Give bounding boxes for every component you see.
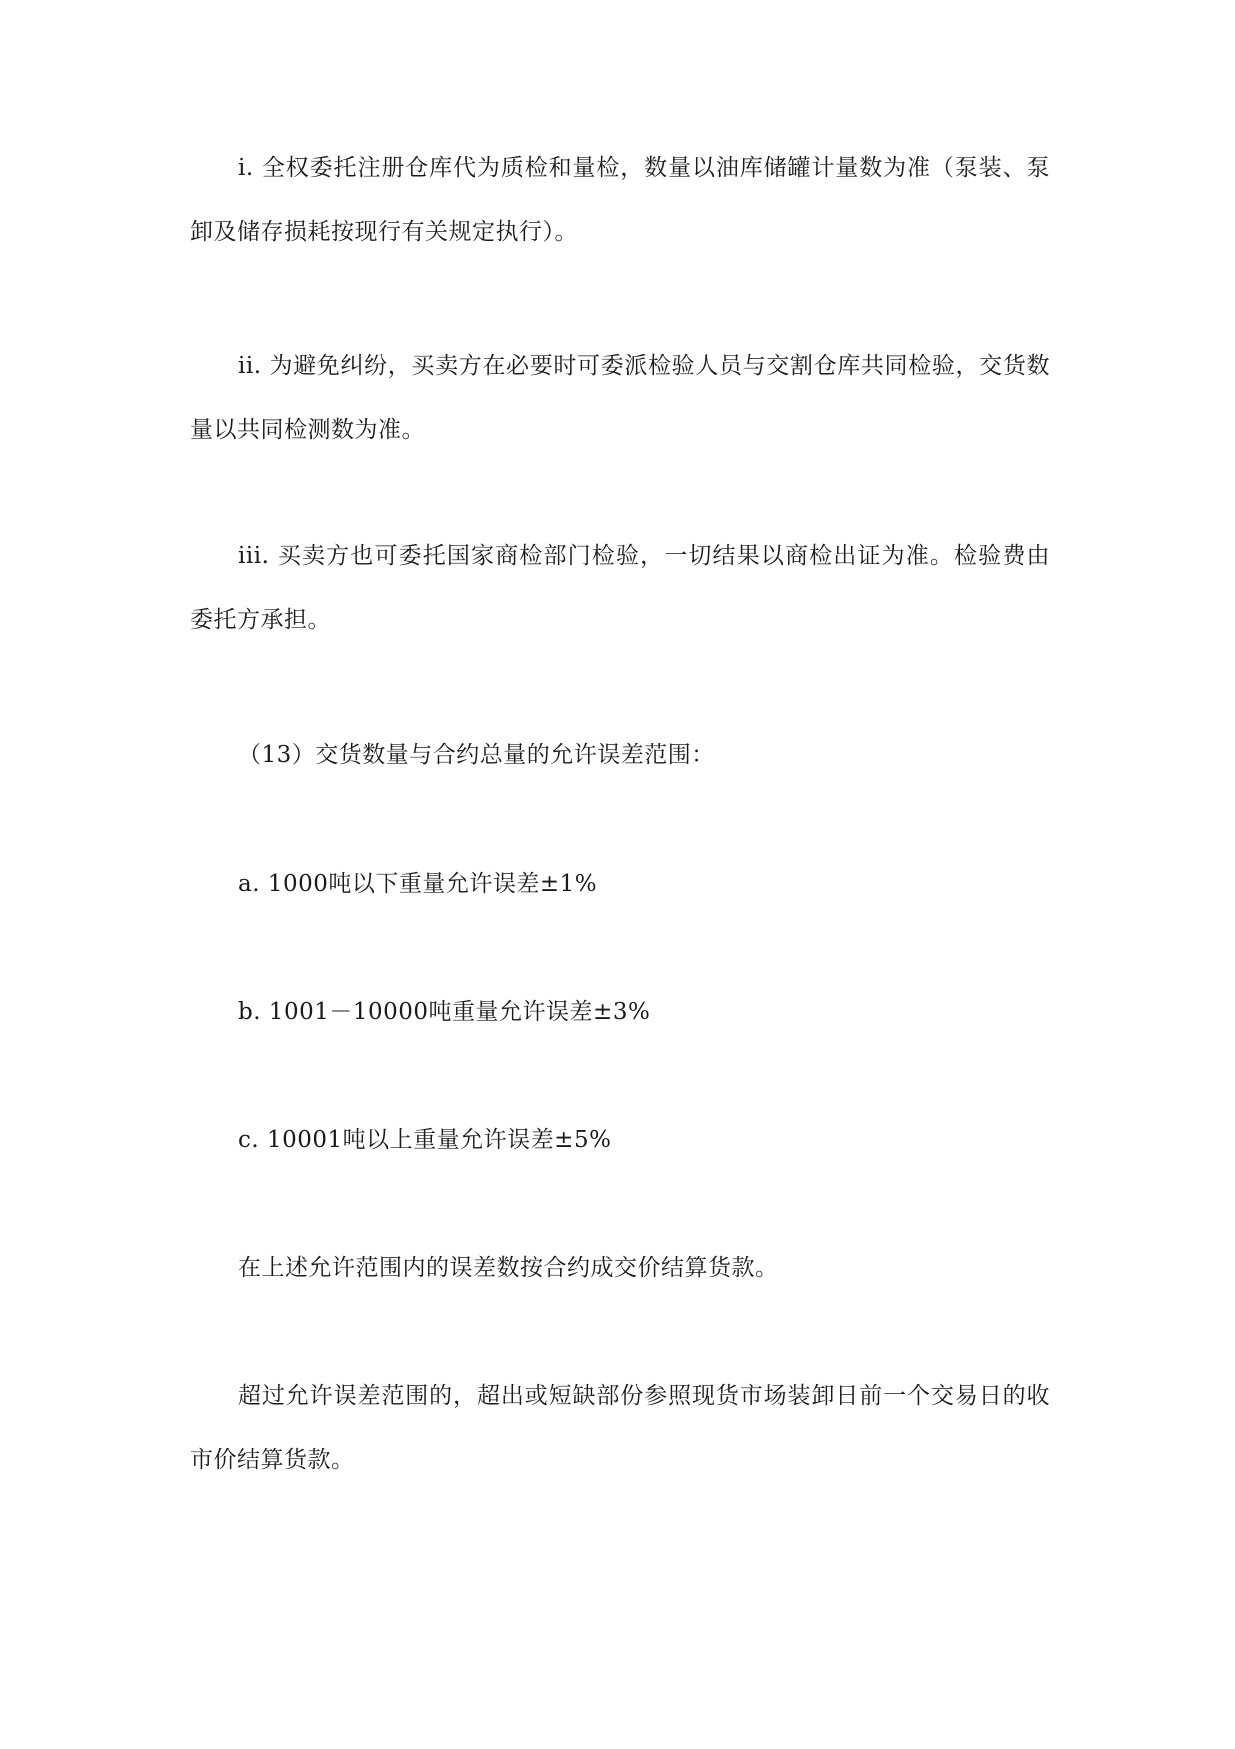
paragraph-inspection-ii: ii. 为避免纠纷，买卖方在必要时可委派检验人员与交割仓库共同检验，交货数量以共同检测数为准。 <box>190 353 1050 443</box>
tolerance-item-c: c. 10001吨以上重量允许误差±5% <box>238 1127 612 1153</box>
tolerance-item-b: b. 1001－10000吨重量允许误差±3% <box>238 999 651 1025</box>
section-heading-13: （13）交货数量与合约总量的允许误差范围： <box>238 742 715 768</box>
paragraph-inspection-i: i. 全权委托注册仓库代为质检和量检，数量以油库储罐计量数为准（泵装、泵卸及储存损耗按现行有关规定执行）。 <box>190 155 1050 245</box>
paragraph-within-tolerance: 在上述允许范围内的误差数按合约成交价结算货款。 <box>238 1255 779 1281</box>
tolerance-item-a: a. 1000吨以下重量允许误差±1% <box>238 871 598 897</box>
paragraph-beyond-tolerance: 超过允许误差范围的，超出或短缺部份参照现货市场装卸日前一个交易日的收市价结算货款。 <box>190 1383 1050 1473</box>
paragraph-inspection-iii: iii. 买卖方也可委托国家商检部门检验，一切结果以商检出证为准。检验费由委托方承担。 <box>190 543 1050 633</box>
